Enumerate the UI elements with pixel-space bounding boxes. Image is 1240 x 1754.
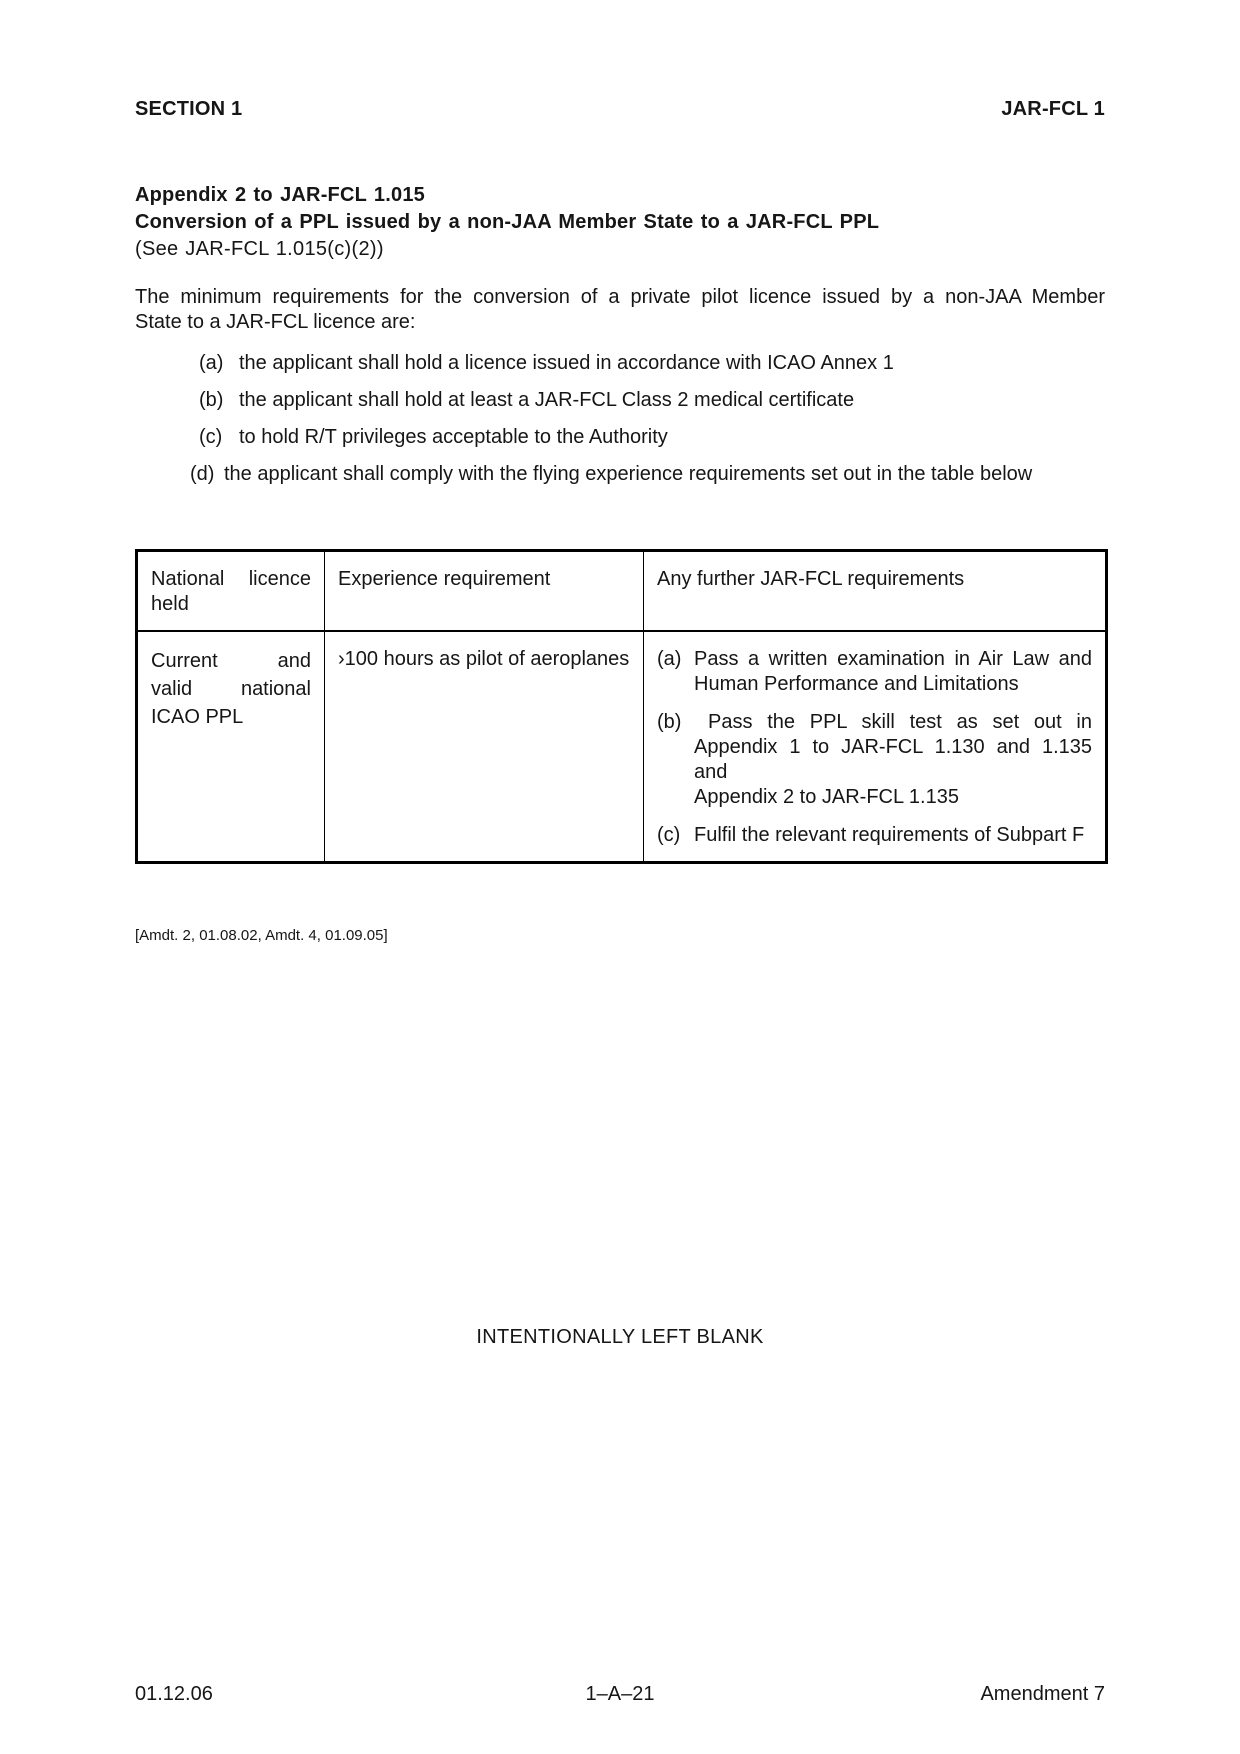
requirement-item-b xyxy=(135,388,1105,413)
page-content xyxy=(135,0,1105,945)
conversion-requirements-table xyxy=(135,549,1108,864)
licence-held-text: Current and valid national ICAO PPL xyxy=(151,650,311,728)
amendment-note: [Amdt. 2, 01.08.02, Amdt. 4, 01.09.05] xyxy=(135,927,388,944)
item-label: (c) xyxy=(199,426,223,448)
requirement-item-d xyxy=(135,462,1105,487)
requirement-item-a xyxy=(135,351,1105,376)
cell-further-requirements xyxy=(644,631,1107,863)
item-text: the applicant shall comply with the flying experience requirements set out in the table below xyxy=(224,463,1033,485)
table-header-row xyxy=(137,551,1107,632)
item-label: (a) xyxy=(199,352,224,374)
item-label: (b) xyxy=(199,389,224,411)
item-text: to hold R/T privileges acceptable to the Authority xyxy=(239,426,668,448)
item-label: (a) xyxy=(657,648,682,670)
cell-national-licence xyxy=(137,631,325,863)
further-requirement-c xyxy=(657,823,1092,848)
further-requirement-a xyxy=(657,647,1092,697)
section-label: SECTION 1 xyxy=(135,98,243,120)
table-row xyxy=(137,631,1107,863)
appendix-subtitle: Conversion of a PPL issued by a non-JAA Member State to a JAR-FCL PPL xyxy=(135,211,880,233)
item-text: the applicant shall hold at least a JAR-FCL Class 2 medical certificate xyxy=(239,389,855,411)
cell-experience xyxy=(325,631,644,863)
intro-paragraph: The minimum requirements for the conversion of a private pilot licence issued by a non-JAA Member State to a JAR-FCL licence are: xyxy=(135,286,1105,333)
further-requirement-b xyxy=(657,710,1092,810)
footer-amendment: Amendment 7 xyxy=(980,1683,1105,1705)
experience-text: ›100 hours as pilot of aeroplanes xyxy=(338,648,630,670)
item-label: (b) xyxy=(657,711,682,733)
document-reference-label: JAR-FCL 1 xyxy=(1001,98,1105,120)
item-label: (c) xyxy=(657,824,681,846)
footer-date: 01.12.06 xyxy=(135,1683,213,1705)
item-text: Pass the PPL skill test as set out in Appendix 1 to JAR-FCL 1.130 and 1.135 and Appendix 2 to JAR-FCL 1.135 xyxy=(694,711,1092,808)
item-label: (d) xyxy=(190,463,215,485)
intentionally-left-blank-notice: INTENTIONALLY LEFT BLANK xyxy=(476,1326,764,1348)
appendix-title: Appendix 2 to JAR-FCL 1.015 xyxy=(135,184,425,206)
see-reference: (See JAR-FCL 1.015(c)(2)) xyxy=(135,238,384,260)
running-header xyxy=(135,97,1105,122)
column-header-national-licence: National licence held xyxy=(137,551,325,632)
item-text: Fulfil the relevant requirements of Subpart F xyxy=(694,824,1085,846)
column-header-further-requirements: Any further JAR-FCL requirements xyxy=(644,551,1107,632)
requirement-item-c xyxy=(135,425,1105,450)
page-footer xyxy=(135,1682,1105,1707)
title-block xyxy=(135,182,1105,263)
item-text: the applicant shall hold a licence issued in accordance with ICAO Annex 1 xyxy=(239,352,894,374)
item-text: Pass a written examination in Air Law and Human Performance and Limitations xyxy=(694,648,1092,695)
column-header-experience: Experience requirement xyxy=(325,551,644,632)
requirements-list xyxy=(135,351,1105,487)
footer-page-number: 1–A–21 xyxy=(585,1683,655,1705)
